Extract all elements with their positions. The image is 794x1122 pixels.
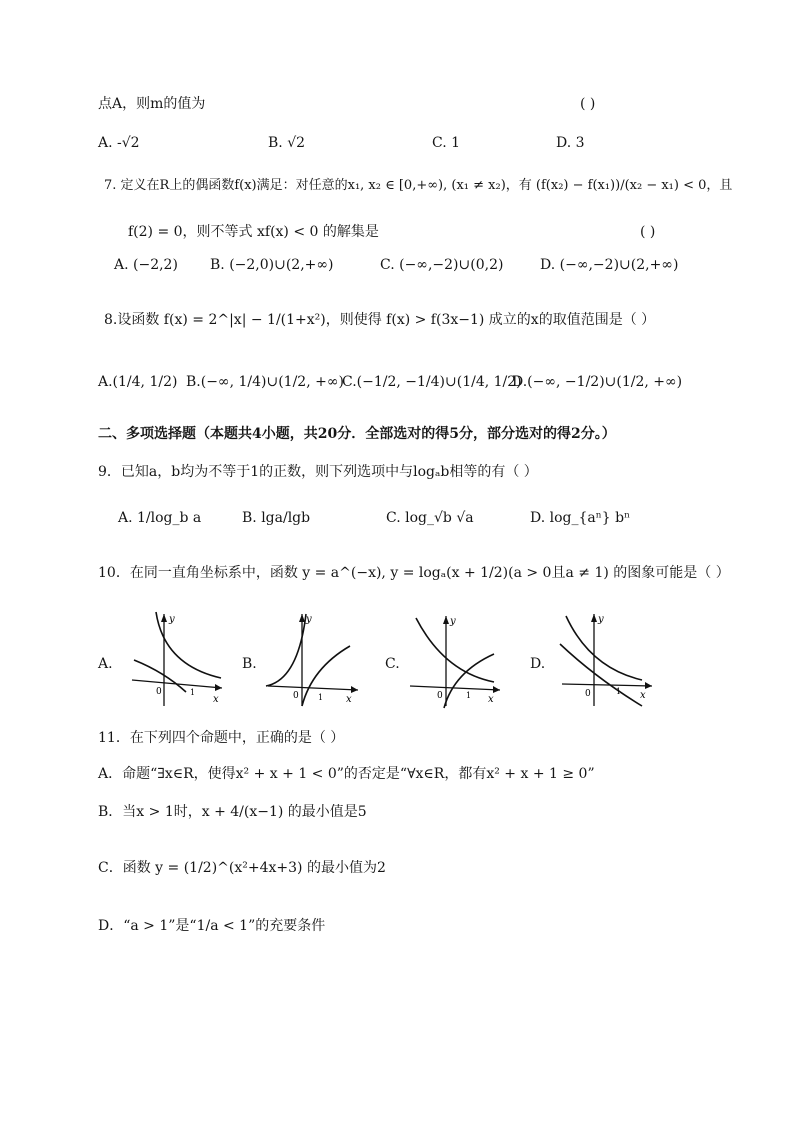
q6-option-a[interactable]: A. -√2 xyxy=(98,135,140,151)
q10-option-c[interactable]: C. xyxy=(385,656,400,672)
q10-graph-c[interactable] xyxy=(404,610,504,710)
q11-option-a[interactable]: A．命题“∃x∈R，使得x² + x + 1 < 0”的否定是“∀x∈R，都有x² + x + 1 ≥ 0” xyxy=(98,766,595,782)
q10-option-d[interactable]: D. xyxy=(530,656,546,672)
q10c-x-label: x xyxy=(488,694,494,705)
q10b-y-label: y xyxy=(306,614,312,625)
q10d-origin-label: 0 xyxy=(585,689,591,699)
q6-option-c[interactable]: C. 1 xyxy=(432,135,461,151)
q6-option-b[interactable]: B. √2 xyxy=(268,135,306,151)
q10-graph-b[interactable] xyxy=(262,610,362,710)
q10-stem: 10．在同一直角坐标系中，函数 y = a^(−x), y = logₐ(x + 1/2)(a > 0且a ≠ 1) 的图象可能是（ ） xyxy=(98,565,730,581)
q10c-y-label: y xyxy=(450,616,456,627)
q10b-origin-label: 0 xyxy=(293,691,299,701)
q8-option-c[interactable]: C.(−1/2, −1/4)∪(1/4, 1/2) xyxy=(342,374,522,390)
q9-option-a[interactable]: A. 1/log_b a xyxy=(118,510,202,526)
q10a-origin-label: 0 xyxy=(156,687,162,697)
q6-option-d[interactable]: D. 3 xyxy=(556,135,585,151)
q10a-one-label: 1 xyxy=(190,688,196,697)
q8-option-d[interactable]: D.(−∞, −1/2)∪(1/2, +∞) xyxy=(512,374,683,390)
q8-option-b[interactable]: B.(−∞, 1/4)∪(1/2, +∞) xyxy=(186,374,344,390)
q10-option-b[interactable]: B. xyxy=(242,656,257,672)
q10b-one-label: 1 xyxy=(318,693,324,702)
q11-stem: 11．在下列四个命题中，正确的是（ ） xyxy=(98,730,345,746)
q7-option-a[interactable]: A. (−2,2) xyxy=(114,257,178,273)
q6-answer-paren: ( ) xyxy=(580,96,596,112)
q7-option-d[interactable]: D. (−∞,−2)∪(2,+∞) xyxy=(540,257,679,273)
q10-graph-d[interactable] xyxy=(556,608,656,712)
q10d-y-label: y xyxy=(598,614,604,625)
q10d-one-label: 1 xyxy=(616,687,622,696)
q10d-x-label: x xyxy=(640,690,646,701)
q7-option-b[interactable]: B. (−2,0)∪(2,+∞) xyxy=(210,257,334,273)
q9-option-c[interactable]: C. log_√b √a xyxy=(386,510,474,526)
q9-stem: 9．已知a，b均为不等于1的正数，则下列选项中与logₐb相等的有（ ） xyxy=(98,464,538,480)
q7-stem: 7. 定义在R上的偶函数f(x)满足：对任意的x₁, x₂ ∈ [0,+∞), (x₁ ≠ x₂)，有 (f(x₂) − f(x₁))/(x₂ − x₁) < 0，且 xyxy=(104,178,733,193)
q8-option-a[interactable]: A.(1/4, 1/2) xyxy=(98,374,178,390)
q9-option-d[interactable]: D. log_{aⁿ} bⁿ xyxy=(530,510,631,526)
q7-stem-line2: f(2) = 0，则不等式 xf(x) < 0 的解集是 xyxy=(128,224,379,240)
q10-graph-a[interactable] xyxy=(126,610,226,710)
q11-option-c[interactable]: C．函数 y = (1/2)^(x²+4x+3) 的最小值为2 xyxy=(98,860,386,876)
section2-heading: 二、多项选择题（本题共4小题，共20分．全部选对的得5分，部分选对的得2分。） xyxy=(98,426,616,442)
q10c-origin-label: 0 xyxy=(437,691,443,701)
q10a-x-label: x xyxy=(213,694,219,705)
q11-option-b[interactable]: B．当x > 1时，x + 4/(x−1) 的最小值是5 xyxy=(98,804,367,820)
q10a-y-label: y xyxy=(169,614,175,625)
q7-answer-paren: ( ) xyxy=(640,224,656,240)
q10c-one-label: 1 xyxy=(466,691,472,700)
q6-stem-tail: 点A，则m的值为 xyxy=(98,96,206,112)
q10b-x-label: x xyxy=(346,694,352,705)
q7-option-c[interactable]: C. (−∞,−2)∪(0,2) xyxy=(380,257,504,273)
q11-option-d[interactable]: D．“a > 1”是“1/a < 1”的充要条件 xyxy=(98,918,326,934)
q9-option-b[interactable]: B. lga/lgb xyxy=(242,510,311,526)
q8-stem: 8.设函数 f(x) = 2^|x| − 1/(1+x²)，则使得 f(x) > f(3x−1) 成立的x的取值范围是（ ） xyxy=(104,312,656,328)
q10-option-a[interactable]: A. xyxy=(98,656,113,672)
